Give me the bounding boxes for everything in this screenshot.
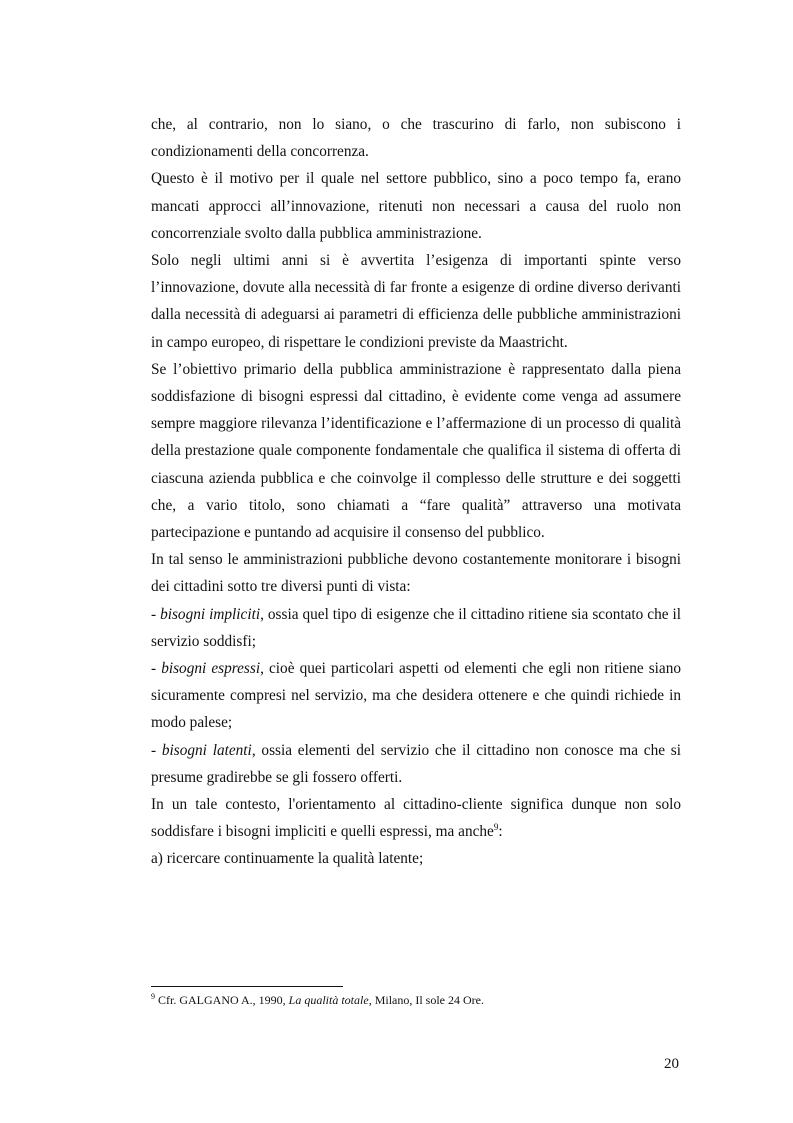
- footnote: [151, 992, 484, 1008]
- footnote-book-title: La qualità totale: [288, 993, 369, 1007]
- term-bisogni-latenti: bisogni latenti: [161, 741, 252, 759]
- footnote-reference[interactable]: 9: [493, 822, 499, 833]
- conclusion-paragraph: [151, 791, 681, 845]
- list-item-a: a) ricercare continuamente la qualità latente;: [151, 850, 424, 868]
- paragraph: Se l’obiettivo primario della pubblica amministrazione è rappresentato dalla piena soddisfazione di bisogni espressi dal cittadino, è evidente come venga ad assumere sempre maggiore rilevanza l’identificazione e l’affermazione di un processo di qualità della prestazione quale componente fondamentale che qualifica il sistema di offerta di ciascuna azienda pubblica e che coinvolge il complesso delle strutture e dei soggetti che, a vario titolo, sono chiamati a “fare qualità” attraverso una motivata partecipazione e puntando ad acquisire il consenso del pubblico.: [151, 360, 681, 542]
- paragraph: Solo negli ultimi anni si è avvertita l’esigenza di importanti spinte verso l’innovazione, dovute alla necessità di far fronte a esigenze di ordine diverso derivanti dalla necessità di adeguarsi ai parametri di efficienza delle pubbliche amministrazioni in campo europeo, di rispettare le condizioni previste da Maastricht.: [151, 252, 681, 351]
- paragraph: che, al contrario, non lo siano, o che trascurino di farlo, non subiscono i condizionamenti della concorrenza.: [151, 116, 681, 161]
- footnote-publisher: , Milano, Il sole 24 Ore.: [368, 993, 484, 1007]
- footnote-mark: 9: [151, 992, 155, 1001]
- paragraph: In tal senso le amministrazioni pubbliche devono costantemente monitorare i bisogni dei cittadini sotto tre diversi punti di vista:: [151, 551, 681, 596]
- list-dash: -: [151, 741, 162, 759]
- body-text: [151, 111, 681, 873]
- list-item-bisogni-impliciti: [151, 601, 681, 655]
- colon: :: [498, 823, 503, 841]
- list-dash: -: [151, 660, 162, 678]
- footnote-citation: Cfr. GALGANO A., 1990,: [155, 993, 289, 1007]
- term-description: , cioè quei particolari aspetti od elementi che egli non ritiene siano sicuramente compresi nel servizio, ma che desidera ottenere e che quindi richiede in modo palese;: [151, 660, 682, 732]
- list-item-bisogni-latenti: [151, 737, 681, 791]
- conclusion-text: In un tale contesto, l'orientamento al cittadino-cliente significa dunque non solo soddisfare i bisogni impliciti e quelli espressi, ma anche: [151, 796, 681, 841]
- term-bisogni-impliciti: bisogni impliciti: [160, 605, 261, 623]
- term-bisogni-espressi: bisogni espressi: [161, 660, 261, 678]
- list-dash: -: [151, 605, 161, 623]
- page-number: 20: [664, 1056, 679, 1072]
- footnote-divider: [151, 986, 343, 987]
- list-item-bisogni-espressi: [151, 655, 681, 737]
- term-description: , ossia elementi del servizio che il cittadino non conosce ma che si presume gradirebbe se gli fossero offerti.: [151, 741, 681, 786]
- paragraph: Questo è il motivo per il quale nel settore pubblico, sino a poco tempo fa, erano mancati approcci all’innovazione, ritenuti non necessari a causa del ruolo non concorrenziale svolto dalla pubblica amministrazione.: [151, 170, 681, 242]
- term-description: , ossia quel tipo di esigenze che il cittadino ritiene sia scontato che il servizio soddisfi;: [151, 605, 681, 650]
